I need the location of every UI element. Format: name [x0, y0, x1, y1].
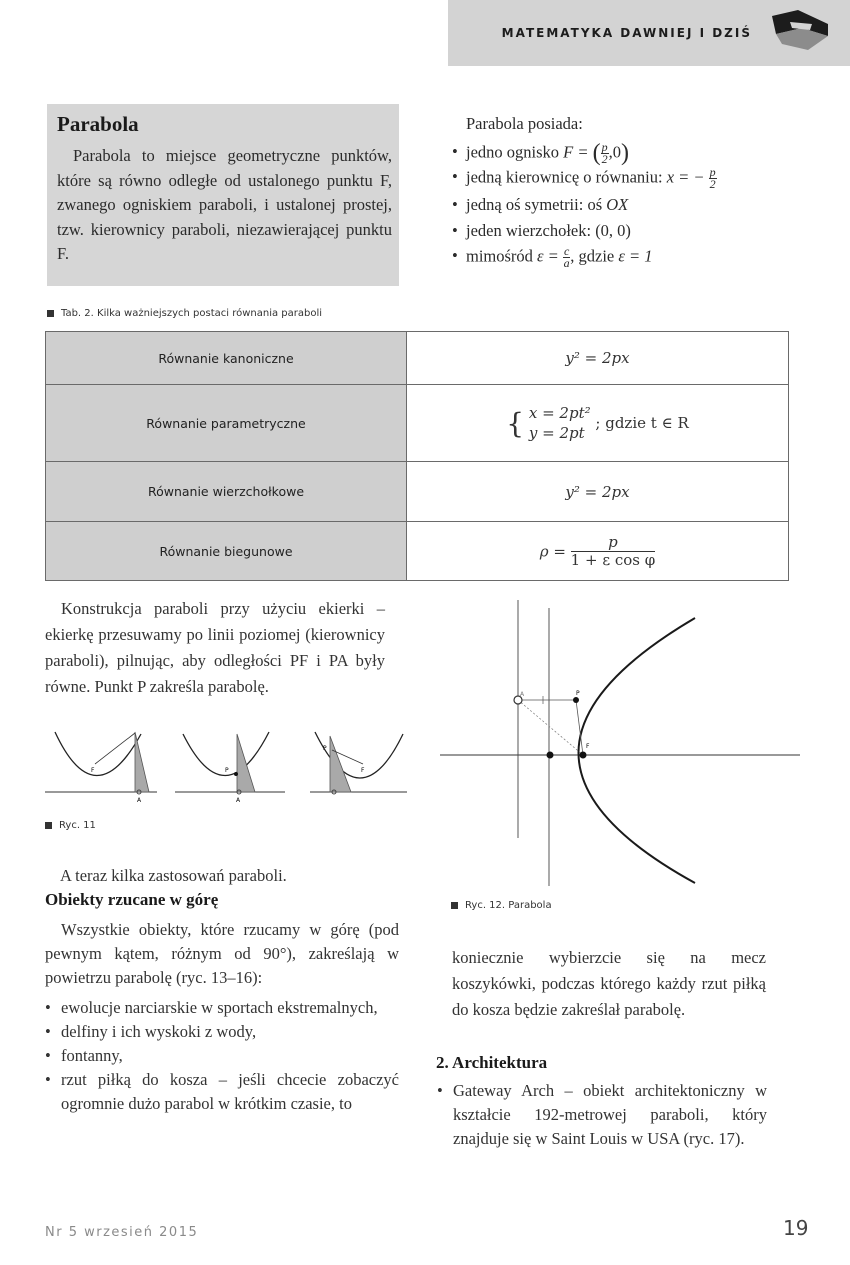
svg-text:F: F [586, 743, 590, 750]
section-title-thrown-objects: Obiekty rzucane w górę [45, 890, 219, 909]
construction-panel-3 [310, 732, 407, 794]
list-item: • ewolucje narciarskie w sportach ekstremalnych, [45, 996, 399, 1020]
definition-text: Parabola to miejsce geometryczne punktów, które są równo odległe od ustalonego punktu F, zwanego ogniskiem paraboli, i ustalonej prostej, tzw. kierownicy paraboli, niezawierającej punktu F. [57, 146, 392, 263]
equation-formula: { x = 2pt² y = 2pt ; gdzie t ∈ R [407, 385, 789, 462]
header-title: MATEMATYKA DAWNIEJ I DZIŚ [501, 26, 752, 40]
equation-formula: y² = 2px [407, 332, 789, 385]
list-item: • rzut piłką do kosza – jeśli chcecie zobaczyć ogromnie dużo parabol w krótkim czasie, to [45, 1068, 399, 1116]
equation-name: Równanie wierzchołkowe [46, 462, 407, 522]
table-row [46, 522, 789, 581]
table-row [46, 385, 789, 462]
equations-table [45, 331, 789, 581]
architecture-list [437, 1079, 767, 1151]
footer-issue: Nr 5 wrzesień 2015 [45, 1225, 199, 1240]
figure-12-caption: Ryc. 12. Parabola [451, 900, 552, 911]
table-row [46, 462, 789, 522]
section-text-thrown-objects: Wszystkie obiekty, które rzucamy w górę (pod pewnym kątem, różnym od 90°), zakreślają w powietrzu parabolę (ryc. 13–16): [45, 920, 399, 987]
construction-figure [45, 728, 410, 808]
svg-text:A: A [520, 691, 525, 698]
property-eccentricity: • mimośród ε = $\frac{c}{a}$ , gdzie ε = 1 [452, 244, 653, 270]
construction-panel-2 [175, 732, 285, 804]
properties-intro: Parabola posiada: [466, 114, 583, 133]
equation-name: Równanie kanoniczne [46, 332, 407, 385]
list-item: • fontanny, [45, 1044, 399, 1068]
svg-text:P: P [225, 767, 229, 774]
equation-formula: y² = 2px [407, 462, 789, 522]
applications-intro: A teraz kilka zastosowań paraboli. [60, 866, 287, 885]
header-band [448, 0, 850, 66]
property-vertex: • jeden wierzchołek: (0, 0) [452, 221, 631, 240]
continuation-text: koniecznie wybierzcie się na mecz koszykówki, podczas którego każdy rzut piłką do kosza będzie zakreślał parabolę. [452, 948, 766, 1019]
figure-11-caption: Ryc. 11 [45, 820, 96, 831]
section-title-architecture: 2. Architektura [436, 1053, 548, 1072]
construction-text: Konstrukcja paraboli przy użyciu ekierki – ekierkę przesuwamy po linii poziomej (kierownicy paraboli), pilnując, aby odległości PF i PA były równe. Punkt P zakreśla parabolę. [45, 599, 385, 696]
table-caption: Tab. 2. Kilka ważniejszych postaci równania paraboli [47, 308, 322, 319]
thrown-objects-list [45, 996, 399, 1116]
property-directrix: • jedną kierownicę o równaniu: x = − $\frac{p}{2}$ [452, 165, 716, 191]
construction-panel-1 [45, 732, 157, 804]
table-row [46, 332, 789, 385]
equation-formula: ρ = $\frac{p}{\text{1 + ε cos φ}}$ [407, 522, 789, 581]
list-item: • Gateway Arch – obiekt architektoniczny w kształcie 192-metrowej paraboli, który znajduje się w Saint Louis w USA (ryc. 17). [437, 1079, 767, 1151]
definition-box [47, 104, 399, 286]
equation-name: Równanie parametryczne [46, 385, 407, 462]
svg-text:A: A [137, 797, 142, 804]
svg-text:F: F [91, 767, 95, 774]
property-focus: • jedno ognisko F = ( $\frac{p}{2}$ ,0) [452, 140, 630, 166]
list-item: • delfiny i ich wyskoki z wody, [45, 1020, 399, 1044]
equation-name: Równanie biegunowe [46, 522, 407, 581]
page-number: 19 [783, 1216, 809, 1240]
svg-text:F: F [361, 767, 365, 774]
parabola-figure [440, 598, 800, 886]
property-axis: • jedną oś symetrii: oś OX [452, 195, 629, 214]
magazine-logo-icon [768, 6, 832, 56]
svg-text:A: A [236, 797, 241, 804]
svg-text:P: P [576, 690, 580, 697]
definition-title: Parabola [57, 112, 139, 136]
svg-text:P: P [323, 745, 327, 752]
